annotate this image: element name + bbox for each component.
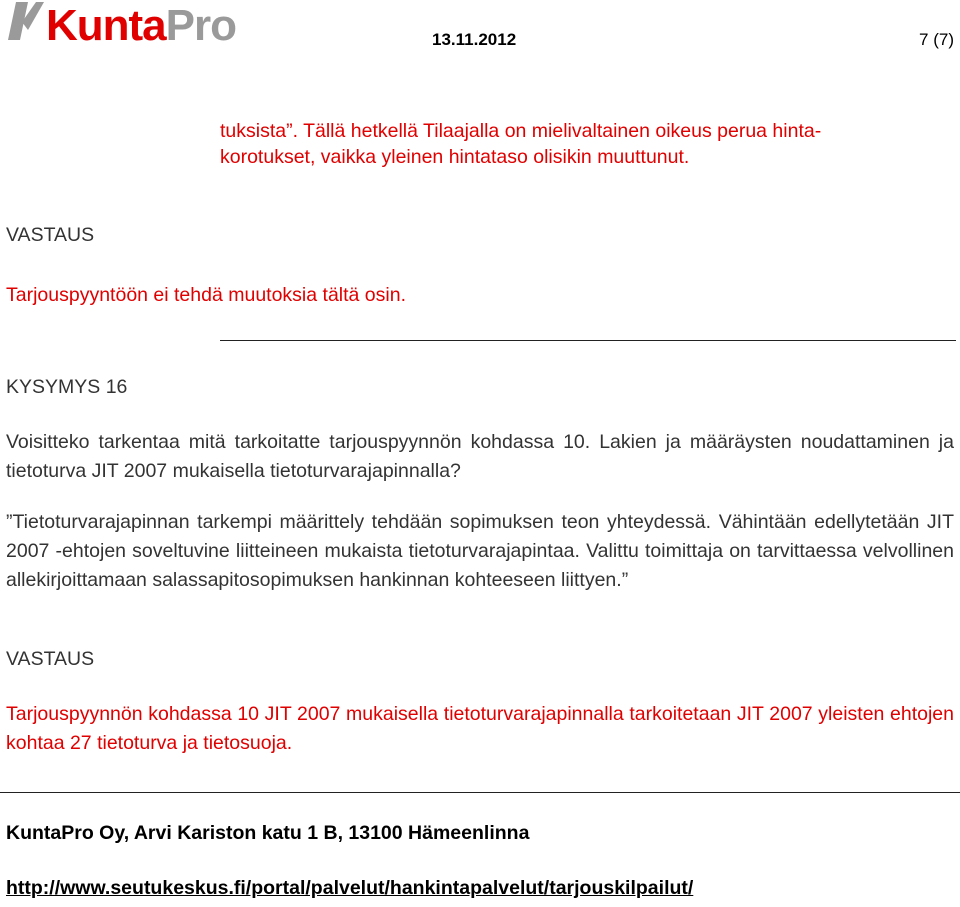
answer-heading: VASTAUS bbox=[6, 224, 95, 246]
question-quote: ”Tietoturvarajapinnan tarkempi määrittely tehdään sopimuksen teon yhteydessä. Vähintään edellytetään JIT 2007 -ehtojen soveltuvine liitteineen mukaista tietoturvarajapintaa. Valittu toimittaja on tarvittaessa velvollinen allekirjoittamaan salassapitosopimuksen hankinnan kohteeseen liittyen.” bbox=[6, 511, 954, 591]
question-heading: KYSYMYS 16 bbox=[6, 376, 128, 398]
document-date: 13.11.2012 bbox=[432, 30, 517, 49]
footer-link[interactable]: http://www.seutukeskus.fi/portal/palvelut/hankintapalvelut/tarjouskilpailut/ bbox=[6, 877, 694, 899]
footer-address: KuntaPro Oy, Arvi Kariston katu 1 B, 13100 Hämeenlinna bbox=[6, 822, 530, 844]
section-divider bbox=[220, 340, 956, 341]
page-number: 7 (7) bbox=[919, 30, 954, 49]
logo-text: KuntaPro bbox=[46, 1, 237, 48]
intro-line-1: tuksista”. Tällä hetkellä Tilaajalla on mielivaltainen oikeus perua hinta- bbox=[220, 120, 822, 142]
answer-text: Tarjouspyynnön kohdassa 10 JIT 2007 mukaisella tietoturvarajapinnalla tarkoitetaan JIT 2007 yleisten ehtojen kohtaa 27 tietoturva ja tietosuoja. bbox=[6, 703, 954, 754]
answer-text: Tarjouspyyntöön ei tehdä muutoksia tältä osin. bbox=[6, 284, 406, 306]
kuntapro-logo bbox=[6, 0, 276, 48]
logo-graphic bbox=[6, 0, 276, 48]
answer-heading: VASTAUS bbox=[6, 648, 95, 670]
intro-line-2: korotukset, vaikka yleinen hintataso olisikin muuttunut. bbox=[220, 146, 690, 168]
footer-divider bbox=[0, 792, 960, 793]
question-text: Voisitteko tarkentaa mitä tarkoitatte tarjouspyynnön kohdassa 10. Lakien ja määräysten noudattaminen ja tietoturva JIT 2007 mukaisella tietoturvarajapinnalla? bbox=[6, 431, 954, 482]
